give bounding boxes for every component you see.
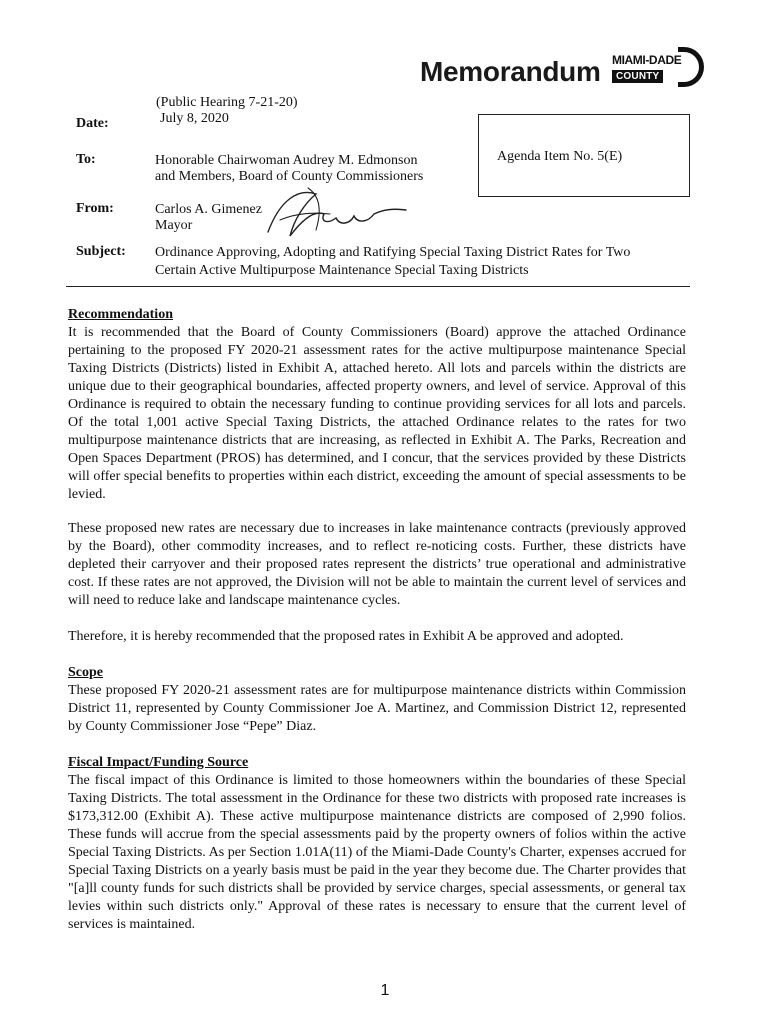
header-divider (66, 286, 690, 287)
to-recipient-line2: and Members, Board of County Commissioners (155, 169, 424, 184)
scope-heading: Scope (68, 665, 103, 680)
logo-arc-shape (678, 47, 704, 87)
agenda-item-box (478, 114, 690, 197)
recommendation-paragraph-2: These proposed new rates are necessary due to increases in lake maintenance contracts (previously approved by the Board), other commodity increases, and to reflect re-noticing costs. Further, these districts have depleted their carryover and their proposed rates represent the districts’ true operational and administrative cost. If these rates are not approved, the Division will not be able to maintain the current level of services and will need to reduce lake and landscape maintenance cycles. (68, 521, 686, 608)
to-label: To: (76, 152, 96, 167)
subject-line1: Ordinance Approving, Adopting and Ratifying Special Taxing District Rates for Two (155, 245, 631, 260)
date-label: Date: (76, 116, 109, 131)
subject-label: Subject: (76, 244, 126, 259)
logo-wordmark-top: MIAMI-DADE (612, 53, 682, 67)
from-label: From: (76, 201, 114, 216)
public-hearing-note: (Public Hearing 7-21-20) (156, 95, 298, 110)
mayor-signature (250, 180, 420, 250)
fiscal-section (68, 754, 686, 934)
subject-line2: Certain Active Multipurpose Maintenance Special Taxing Districts (155, 263, 529, 278)
memo-title: Memorandum (420, 56, 601, 87)
from-sender-title: Mayor (155, 218, 193, 233)
logo-wordmark-bottom: COUNTY (612, 70, 663, 83)
recommendation-paragraph-3: Therefore, it is hereby recommended that the proposed rates in Exhibit A be approved and adopted. (68, 629, 624, 644)
fiscal-paragraph: The fiscal impact of this Ordinance is limited to those homeowners within the boundaries of these Special Taxing Districts. The total assessment in the Ordinance for these two districts with proposed rate increases is $173,312.00 (Exhibit A). These active multipurpose maintenance districts are composed of 2,990 folios. These funds will accrue from the special assessments paid by the property owners of folios within the active Special Taxing Districts. As per Section 1.01A(11) of the Miami-Dade County's Charter, expenses accrued for Special Taxing Districts on a yearly basis must be paid in the year they become due. The Charter provides that "[a]ll county funds for such districts shall be provided by service charges, special assessments, or general tax levies within such districts only." Approval of these rates is necessary to ensure that the current level of services is maintained. (68, 773, 686, 932)
to-recipient-line1: Honorable Chairwoman Audrey M. Edmonson (155, 153, 418, 168)
date-value: July 8, 2020 (160, 111, 229, 126)
recommendation-paragraph-1: It is recommended that the Board of County Commissioners (Board) approve the attached Ordinance pertaining to the proposed FY 2020-21 assessment rates for the active multipurpose maintenance Special Taxing Districts (Districts) listed in Exhibit A, attached hereto. All lots and parcels within the districts are unique due to their geographical boundaries, affected property owners, and level of service. Approval of this Ordinance is required to obtain the necessary funding to continue providing services for all lots and parcels. Of the total 1,001 active Special Taxing Districts, the attached Ordinance relates to the rates for two multipurpose maintenance districts that are increasing, as reflected in Exhibit A. The Parks, Recreation and Open Spaces Department (PROS) has determined, and I concur, that the services provided by these Districts will offer special benefits to properties within each district, exceeding the amount of special assessments to be levied. (68, 325, 686, 502)
miami-dade-county-logo (612, 47, 704, 89)
agenda-item-number: Agenda Item No. 5(E) (497, 149, 623, 164)
from-sender-name: Carlos A. Gimenez (155, 202, 262, 217)
scope-section (68, 664, 686, 736)
recommendation-heading: Recommendation (68, 307, 173, 322)
scope-paragraph: These proposed FY 2020-21 assessment rates are for multipurpose maintenance districts within Commission District 11, represented by County Commissioner Joe A. Martinez, and Commission District 12, represented by County Commissioner Jose “Pepe” Diaz. (68, 683, 686, 734)
recommendation-section (68, 306, 686, 504)
page-number: 1 (380, 982, 390, 999)
fiscal-heading: Fiscal Impact/Funding Source (68, 755, 249, 770)
